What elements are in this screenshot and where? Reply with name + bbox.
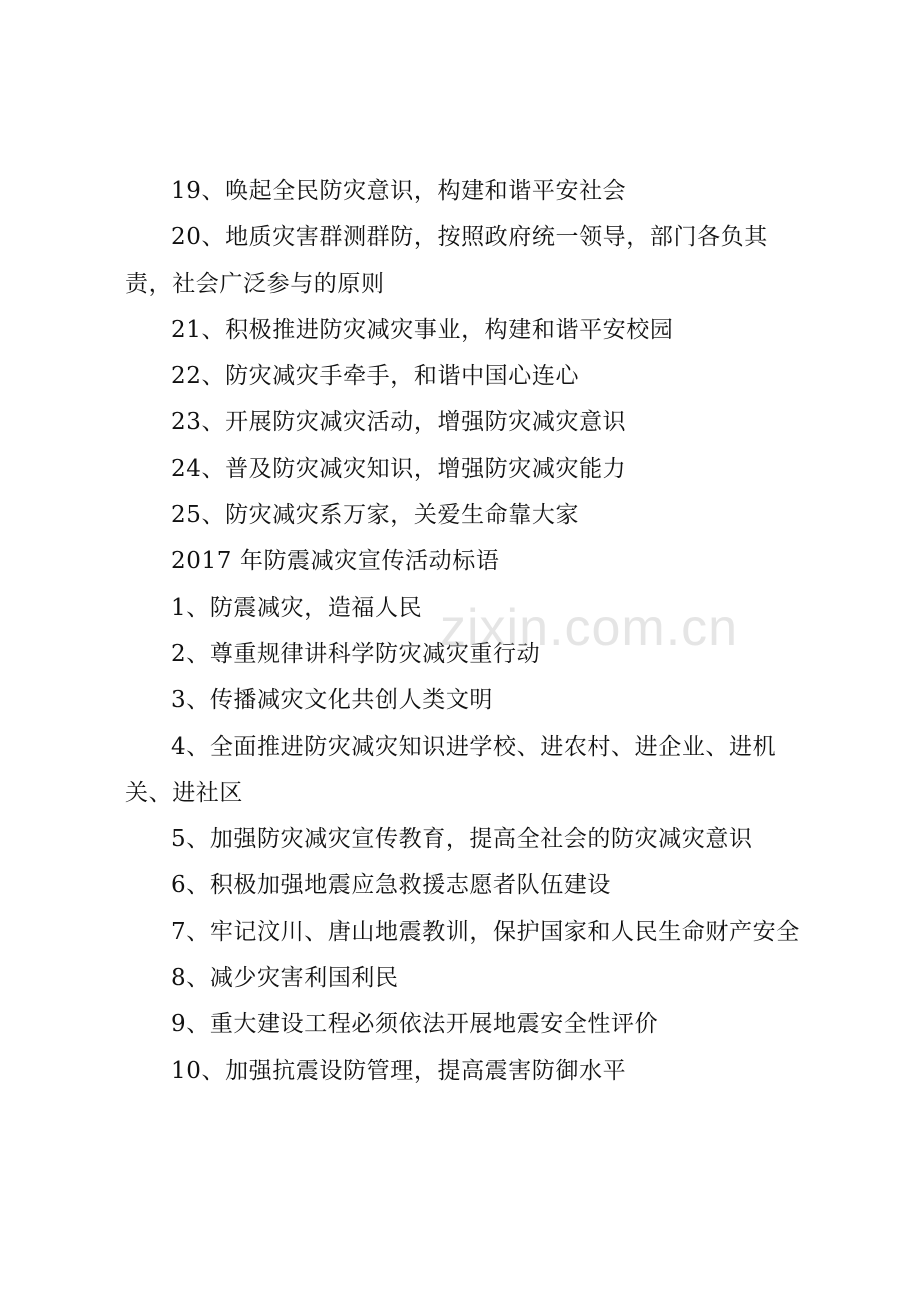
slogan-paragraph: 3、传播减灾文化共创人类文明 xyxy=(171,687,494,714)
slogan-paragraph: 21、积极推进防灾减灾事业，构建和谐平安校园 xyxy=(171,316,674,343)
slogan-paragraph: 19、唤起全民防灾意识，构建和谐平安社会 xyxy=(171,178,627,204)
slogan-paragraph: 22、防灾减灾手牵手，和谐中国心连心 xyxy=(171,363,580,390)
watermark-text: zixin.com.cn xyxy=(440,599,739,657)
slogan-paragraph: 23、开展防灾减灾活动，增强防灾减灾意识 xyxy=(171,409,627,436)
slogan-paragraph: 7、牢记汶川、唐山地震教训，保护国家和人民生命财产安全 xyxy=(171,918,800,945)
slogan-paragraph: 4、全面推进防灾减灾知识进学校、进农村、进企业、进机关、进社区 xyxy=(125,733,777,806)
document-body xyxy=(125,168,808,1094)
slogan-paragraph: 24、普及防灾减灾知识，增强防灾减灾能力 xyxy=(171,455,627,482)
slogan-paragraph: 6、积极加强地震应急救援志愿者队伍建设 xyxy=(171,872,612,899)
slogan-paragraph: 10、加强抗震设防管理，提高震害防御水平 xyxy=(171,1057,627,1084)
section-heading: 2017 年防震减灾宣传活动标语 xyxy=(171,548,500,575)
slogan-paragraph: 20、地质灾害群测群防，按照政府统一领导，部门各负其责，社会广泛参与的原则 xyxy=(125,224,768,297)
slogan-paragraph: 2、尊重规律讲科学防灾减灾重行动 xyxy=(171,640,541,667)
slogan-paragraph: 25、防灾减灾系万家，关爱生命靠大家 xyxy=(171,502,580,529)
slogan-paragraph: 1、防震减灾，造福人民 xyxy=(171,594,423,621)
slogan-paragraph: 8、减少灾害利国利民 xyxy=(171,965,399,992)
slogan-paragraph: 5、加强防灾减灾宣传教育，提高全社会的防灾减灾意识 xyxy=(171,826,753,853)
slogan-paragraph: 9、重大建设工程必须依法开展地震安全性评价 xyxy=(171,1011,659,1038)
